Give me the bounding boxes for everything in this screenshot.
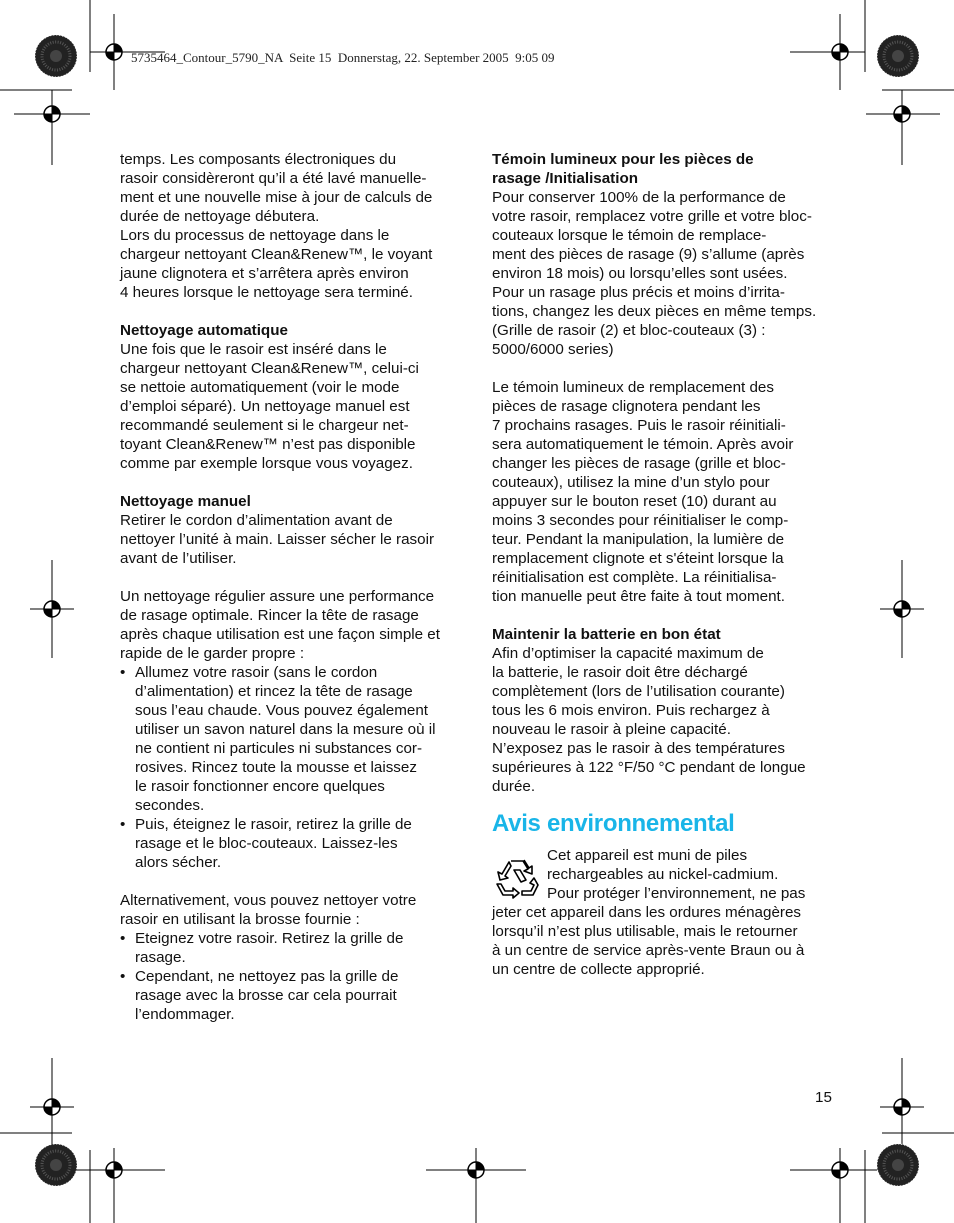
text-line: 5000/6000 series): [492, 341, 614, 358]
text-line: recommandé seulement si le chargeur net-: [120, 417, 409, 434]
text-line: de rasage optimale. Rincer la tête de rasage: [120, 607, 419, 624]
battery-paragraph: [492, 644, 842, 796]
intro-paragraph: [120, 150, 465, 302]
text-line: comme par exemple lorsque vous voyagez.: [120, 455, 413, 472]
environment-heading: Avis environnemental: [492, 810, 735, 837]
text-line: la batterie, le rasoir doit être déchargé: [492, 664, 748, 681]
brush-cleaning-paragraph: [120, 891, 465, 929]
text-line: supérieures à 122 °F/50 °C pendant de longue: [492, 759, 806, 776]
text-line: Pour conserver 100% de la performance de: [492, 189, 786, 206]
text-line: (Grille de rasoir (2) et bloc-couteaux (3) :: [492, 322, 766, 339]
section-heading-manual-cleaning: Nettoyage manuel: [120, 493, 251, 510]
text-line: Cet appareil est muni de piles: [547, 847, 748, 864]
left-column: [120, 150, 465, 1024]
text-line: chargeur nettoyant Clean&Renew™, celui-ci: [120, 360, 419, 377]
text-line: N’exposez pas le rasoir à des températures: [492, 740, 785, 757]
manual-cleaning-paragraph: [120, 511, 465, 568]
indicator-paragraph: [492, 188, 842, 359]
right-column: [492, 150, 842, 979]
text-line: chargeur nettoyant Clean&Renew™, le voyant: [120, 246, 433, 263]
text-line: changer les pièces de rasage (grille et bloc-: [492, 455, 786, 472]
text-line: 4 heures lorsque le nettoyage sera terminé.: [120, 284, 413, 301]
text-line: nettoyer l’unité à main. Laisser sécher le rasoir: [120, 531, 435, 548]
text-line: un centre de collecte approprié.: [492, 961, 705, 978]
list-item: • Eteignez votre rasoir. Retirez la grille de rasage.: [120, 929, 465, 967]
text-line: complètement (lors de l’utilisation courante): [492, 683, 785, 700]
text-line: couteaux lorsque le témoin de remplace-: [492, 227, 767, 244]
page-number: 15: [815, 1089, 832, 1106]
list-item: • Cependant, ne nettoyez pas la grille de rasage avec la brosse car cela pourrait l’endommager.: [120, 967, 465, 1024]
text-line: tions, changez les deux pièces en même temps.: [492, 303, 817, 320]
auto-cleaning-paragraph: [120, 340, 465, 473]
section-heading-auto-cleaning: Nettoyage automatique: [120, 322, 288, 339]
print-slug-header: 5735464_Contour_5790_NA Seite 15 Donnerstag, 22. September 2005 9:05 09: [131, 50, 555, 65]
text-line: tous les 6 mois environ. Puis rechargez à: [492, 702, 770, 719]
text-line: sera automatiquement le témoin. Après avoir: [492, 436, 794, 453]
text-line: Retirer le cordon d’alimentation avant de: [120, 512, 393, 529]
text-line: rasoir considèreront qu’il a été lavé manuelle-: [120, 170, 427, 187]
text-line: toyant Clean&Renew™ n’est pas disponible: [120, 436, 416, 453]
list-item: • Allumez votre rasoir (sans le cordon d’alimentation) et rincez la tête de rasage sous l’eau chaude. Vous pouvez également utiliser un savon naturel dans la mesure où il ne contient ni particules ni substances cor- rosives. Rincez toute la mousse et laissez le rasoir fonctionner encore quelques secondes.: [120, 663, 465, 815]
text-line: à un centre de service après-vente Braun ou à: [492, 942, 805, 959]
text-line: jeter cet appareil dans les ordures ménagères: [492, 904, 801, 921]
text-line: rechargeables au nickel-cadmium.: [547, 866, 779, 883]
text-line: 7 prochains rasages. Puis le rasoir réinitiali-: [492, 417, 786, 434]
text-line: Lors du processus de nettoyage dans le: [120, 227, 390, 244]
text-line: Un nettoyage régulier assure une performance: [120, 588, 435, 605]
text-line: couteaux), utilisez la mine d’un stylo pour: [492, 474, 770, 491]
recycle-icon: [494, 858, 540, 900]
text-line: temps. Les composants électroniques du: [120, 151, 397, 168]
text-line: pièces de rasage clignotera pendant les: [492, 398, 761, 415]
text-line: ment et une nouvelle mise à jour de calculs de: [120, 189, 433, 206]
text-line: Pour un rasage plus précis et moins d’irrita-: [492, 284, 785, 301]
text-line: jaune clignotera et s’arrêtera après environ: [120, 265, 409, 282]
text-line: tion manuelle peut être faite à tout moment.: [492, 588, 785, 605]
section-heading-battery: Maintenir la batterie en bon état: [492, 626, 721, 643]
text-line: votre rasoir, remplacez votre grille et votre bloc-: [492, 208, 812, 225]
text-line: durée de nettoyage débutera.: [120, 208, 320, 225]
text-line: ment des pièces de rasage (9) s’allume (après: [492, 246, 805, 263]
brush-steps-list: [120, 929, 465, 1024]
text-line: teur. Pendant la manipulation, la lumière de: [492, 531, 785, 548]
text-line: Pour protéger l’environnement, ne pas: [547, 885, 806, 902]
text-line: remplacement clignote et s'éteint lorsque la: [492, 550, 784, 567]
text-line: Une fois que le rasoir est inséré dans le: [120, 341, 387, 358]
text-line: avant de l’utiliser.: [120, 550, 237, 567]
text-line: rapide de le garder propre :: [120, 645, 305, 662]
text-line: durée.: [492, 778, 536, 795]
rinse-steps-list: [120, 663, 465, 872]
text-line: réinitialisation est complète. La réinitialisa-: [492, 569, 777, 586]
text-line: nouveau le rasoir à pleine capacité.: [492, 721, 731, 738]
text-line: Le témoin lumineux de remplacement des: [492, 379, 774, 396]
regular-cleaning-paragraph: [120, 587, 465, 663]
reset-paragraph: [492, 378, 842, 606]
text-line: moins 3 secondes pour réinitialiser le comp-: [492, 512, 789, 529]
text-line: rasoir en utilisant la brosse fournie :: [120, 911, 360, 928]
section-heading-indicator: Témoin lumineux pour les pièces de rasage /Initialisation: [492, 151, 754, 187]
text-line: lorsqu’il n’est plus utilisable, mais le retourner: [492, 923, 798, 940]
text-line: appuyer sur le bouton reset (10) durant au: [492, 493, 777, 510]
text-line: après chaque utilisation est une façon simple et: [120, 626, 440, 643]
text-line: Alternativement, vous pouvez nettoyer votre: [120, 892, 417, 909]
text-line: se nettoie automatiquement (voir le mode: [120, 379, 400, 396]
list-item: • Puis, éteignez le rasoir, retirez la grille de rasage et le bloc-couteaux. Laissez-les alors sécher.: [120, 815, 465, 872]
text-line: d’emploi séparé). Un nettoyage manuel est: [120, 398, 410, 415]
text-line: environ 18 mois) ou lorsqu’elles sont usées.: [492, 265, 788, 282]
environment-paragraph: [492, 846, 842, 979]
text-line: Afin d’optimiser la capacité maximum de: [492, 645, 764, 662]
